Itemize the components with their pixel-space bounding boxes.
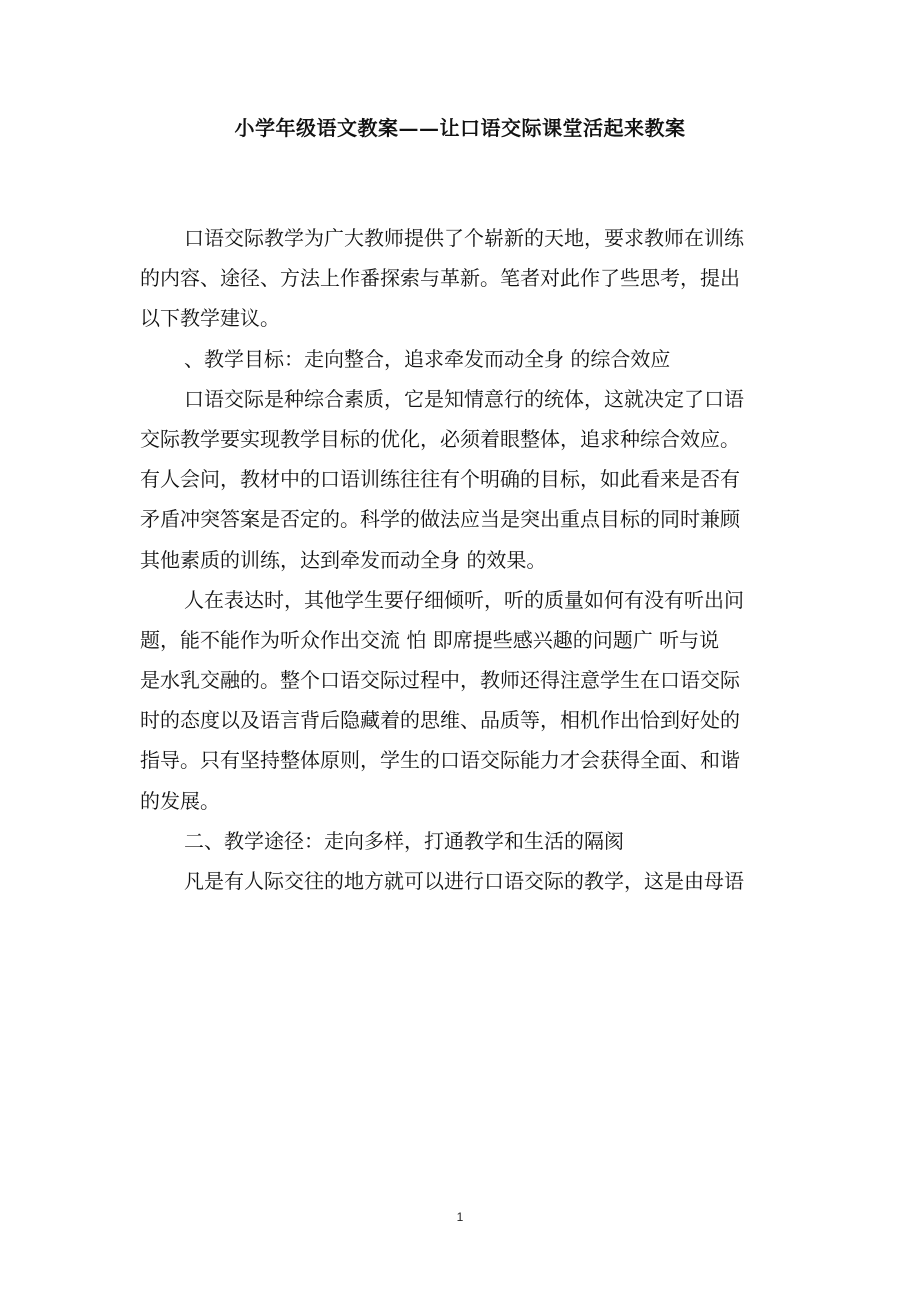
section-heading: 、教学目标：走向整合，追求牵发而动全身 的综合效应 (184, 346, 671, 371)
paragraph-line: 时的态度以及语言背后隐藏着的思维、品质等，相机作出恰到好处的 (140, 708, 740, 733)
page-number: 1 (456, 1210, 464, 1224)
paragraph-line: 口语交际是种综合素质，它是知情意行的统体，这就决定了口语 (184, 386, 744, 411)
paragraph-line: 以下教学建议。 (140, 306, 280, 331)
paragraph-line: 的发展。 (140, 788, 220, 813)
paragraph-line: 的内容、途径、方法上作番探索与革新。笔者对此作了些思考，提出 (140, 266, 740, 291)
document-body (140, 218, 785, 901)
paragraph-line: 凡是有人际交往的地方就可以进行口语交际的教学，这是由母语 (184, 869, 744, 893)
paragraph-line: 口语交际教学为广大教师提供了个崭新的天地，要求教师在训练 (184, 226, 744, 250)
paragraph-line: 矛盾冲突答案是否定的。科学的做法应当是突出重点目标的同时兼顾 (140, 507, 740, 532)
paragraph-line: 交际教学要实现教学目标的优化，必须着眼整体，追求种综合效应。 (140, 426, 740, 451)
document-title: 小学年级语文教案——让口语交际课堂活起来教案 (234, 116, 686, 140)
paragraph-line: 其他素质的训练，达到牵发而动全身 的效果。 (140, 547, 547, 572)
paragraph-line: 指导。只有坚持整体原则，学生的口语交际能力才会获得全面、和谐 (140, 748, 740, 773)
paragraph-line: 人在表达时，其他学生要仔细倾听，听的质量如何有没有听出问 (184, 587, 744, 612)
paragraph-line: 有人会问，教材中的口语训练往往有个明确的目标，如此看来是否有 (140, 467, 740, 492)
paragraph-line: 题，能不能作为听众作出交流 怕 即席提些感兴趣的问题广 听与说 (140, 627, 720, 652)
paragraph-line: 是水乳交融的。整个口语交际过程中，教师还得注意学生在口语交际 (140, 668, 740, 693)
section-heading: 二、教学途径：走向多样，打通教学和生活的隔阂 (184, 828, 624, 853)
